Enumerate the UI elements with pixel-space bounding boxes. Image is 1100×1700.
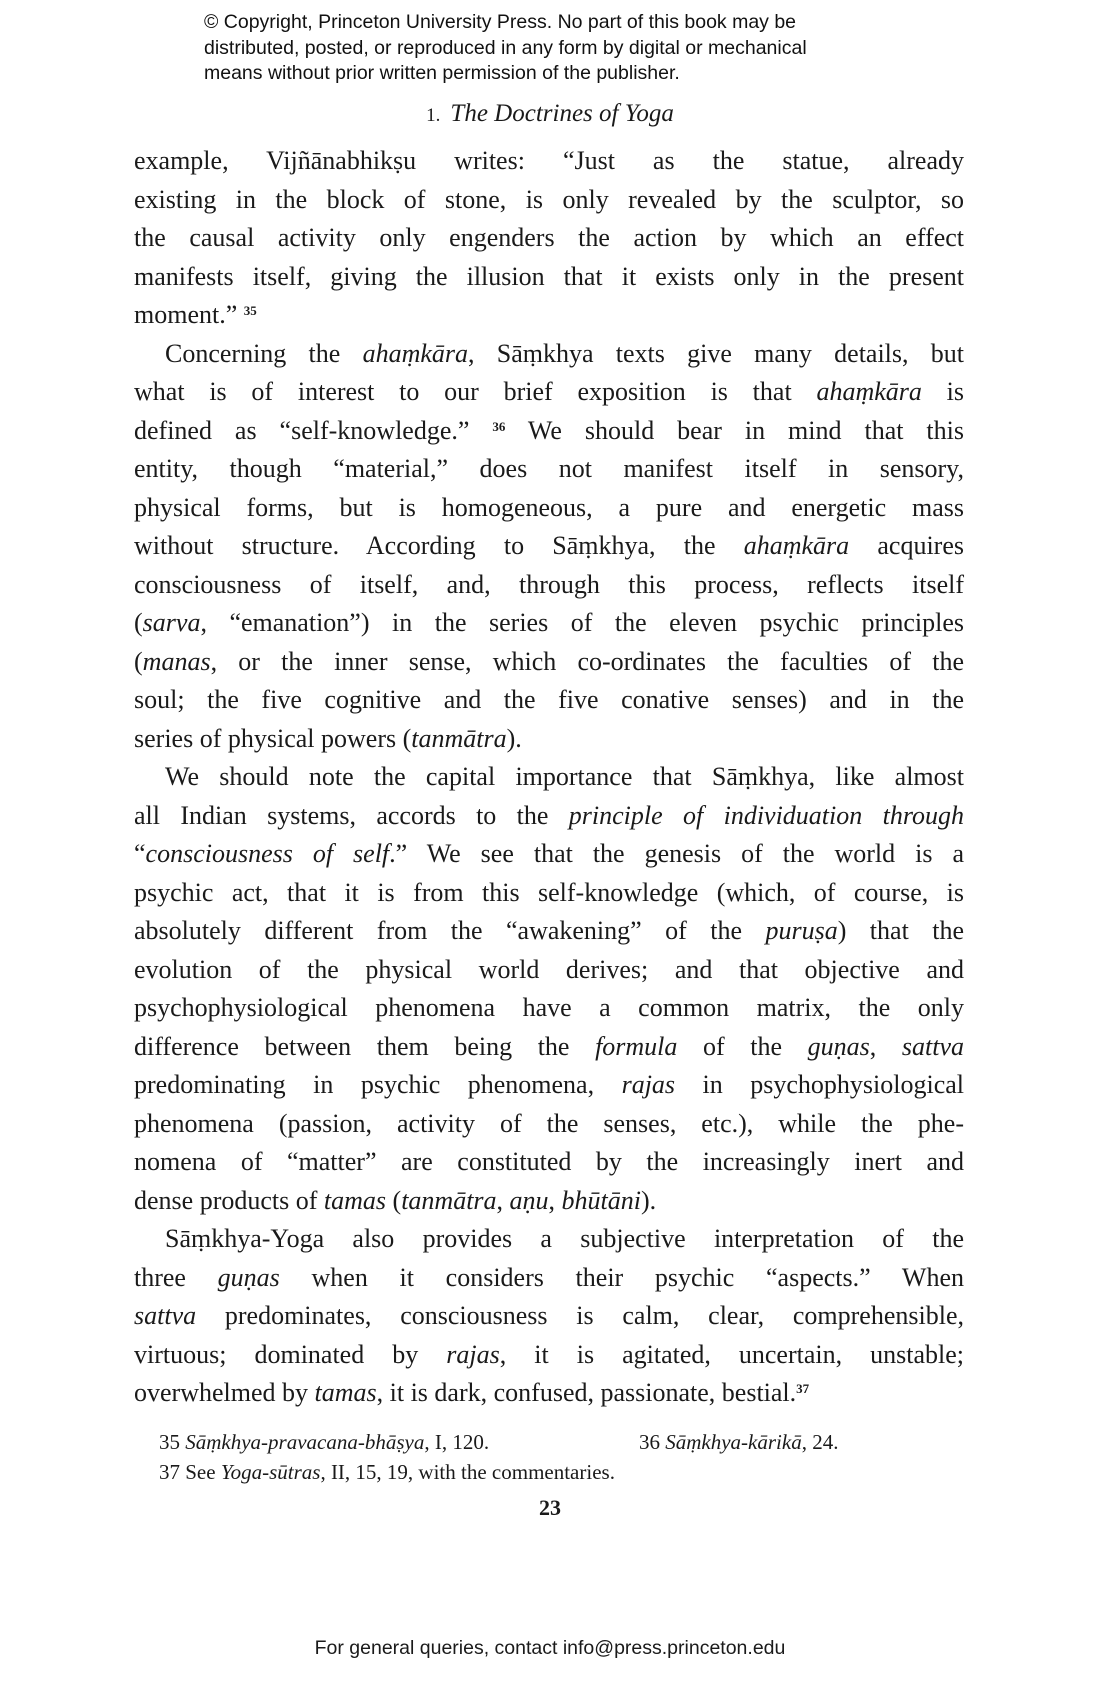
text-run: when it considers their psychic “aspects.” When [279,1262,964,1292]
text-run: the causal activity only engenders the action by which an effect [134,223,964,252]
text-run: example, Vijñānabhikṣu writes: “Just as the statue, already [134,146,964,175]
text-line [134,223,964,253]
text-line [134,1301,964,1331]
italic-term: tamas [323,1185,387,1215]
text-run: of the [677,1031,808,1061]
text-run: soul; the five cognitive and the five conative senses) and in the [134,685,964,714]
text-run: difference between them being the [134,1031,596,1061]
text-line [134,146,964,176]
footnote-title: Yoga-sūtras [220,1460,321,1484]
text-line [134,262,964,292]
text-run: nomena of “matter” are constituted by the increasingly inert and [134,1147,964,1176]
text-run: three [134,1262,218,1292]
footnote-text: , 24. [801,1430,839,1454]
text-run: phenomena (passion, activity of the senses, etc.), while the phe- [134,1108,964,1138]
text-run: , it is dark, confused, passionate, bestial. [376,1378,797,1407]
text-run: , or the inner sense, which co-ordinates the faculties of the [210,646,964,676]
text-run: existing in the block of stone, is only revealed by the sculptor, so [134,184,964,214]
text-line [134,1070,964,1100]
text-line [134,647,964,677]
text-line [134,878,964,908]
italic-term: sattva [134,1301,197,1330]
text-run: physical forms, but is homogeneous, a pure and energetic mass [134,492,964,522]
footnote-text: See [180,1460,221,1484]
text-line [134,1340,964,1370]
text-run: , Sāṃkhya texts give many details, but [468,338,964,368]
text-line [134,493,964,523]
text-line [134,955,964,985]
text-run: , [548,1185,562,1215]
text-line [134,685,964,715]
text-run: is [921,377,965,406]
text-run: series of physical powers ( [134,723,412,753]
text-run: , it is agitated, uncertain, unstable; [499,1339,964,1369]
text-line [134,762,964,792]
italic-term: aṇu [509,1185,549,1215]
text-run: ). [506,723,522,753]
text-line [134,916,964,946]
text-run: in psychophysiological [675,1070,964,1099]
copyright-notice [204,10,807,87]
text-line [134,416,964,446]
text-line [134,608,964,638]
footnote-ref[interactable]: 35 [243,303,257,318]
text-line [134,531,964,561]
copyright-line: distributed, posted, or reproduced in any form by digital or mechanical [204,36,807,59]
text-run: ( [134,608,143,637]
chapter-title: The Doctrines of Yoga [450,100,674,127]
text-run: virtuous; dominated by [134,1339,447,1369]
text-line [134,1378,964,1408]
copyright-line: © Copyright, Princeton University Press. No part of this book may be [204,11,797,33]
text-line [134,1263,964,1293]
footnote-title: Sāṃkhya-kārikā [665,1430,802,1454]
footnote-number: 37 [159,1460,180,1484]
text-run: overwhelmed by [134,1378,315,1407]
text-run: We should bear in mind that this [505,415,964,445]
footer-contact: For general queries, contact info@press.princeton.edu [314,1637,786,1659]
footnote-number: 35 [159,1430,180,1454]
text-line [134,570,964,600]
italic-term: guṇas [807,1031,870,1061]
italic-term: bhūtāni [561,1185,641,1215]
italic-term: principle of individuation through [568,800,964,830]
text-run: consciousness of itself, and, through this process, reflects itself [134,569,964,599]
text-line [134,185,964,215]
italic-term: ahaṃkāra [362,338,469,368]
footnote-ref[interactable]: 36 [492,418,506,434]
footnote-text: , II, 15, 19, with the commentaries. [320,1460,615,1484]
running-head [0,100,1100,128]
italic-term: tamas [314,1378,377,1407]
italic-term: rajas [621,1070,676,1099]
text-run: all Indian systems, accords to the [134,800,569,830]
text-run: “ [134,839,146,868]
italic-term: sarva [142,608,201,637]
text-run: Sāṃkhya-Yoga also provides a subjective interpretation of the [165,1224,964,1253]
text-line [134,454,964,484]
text-run: , [496,1185,510,1215]
text-line [134,1186,964,1216]
text-run: dense products of [134,1185,324,1215]
text-run: what is of interest to our brief exposition is that [134,377,817,406]
chapter-number: 1. [426,105,441,126]
page-number: 23 [539,1495,561,1520]
text-run: predominating in psychic phenomena, [134,1070,622,1099]
text-run: psychic act, that it is from this self-knowledge (which, of course, is [134,877,964,907]
text-run: moment.” [134,300,244,329]
italic-term: consciousness of self [145,839,390,868]
italic-term: ahaṃkāra [816,377,922,406]
text-run: without structure. According to Sāṃkhya, the [134,531,744,560]
footnote-text: , I, 120. [424,1430,490,1454]
footnote-37 [159,1460,615,1485]
text-line [134,377,964,407]
text-run: , “emanation”) in the series of the eleven psychic principles [200,608,964,637]
text-line [134,839,964,869]
text-run: ) that the [837,916,965,945]
text-run: acquires [849,531,965,560]
footnote-36 [639,1430,838,1455]
italic-term: formula [595,1031,678,1061]
italic-term: tanmātra [411,723,507,753]
text-line [134,300,964,330]
text-line [134,1109,964,1139]
italic-term: tanmātra [401,1185,497,1215]
text-run: ( [134,646,143,676]
text-line [134,1032,964,1062]
text-line [134,1147,964,1177]
text-run: ( [386,1185,402,1215]
copyright-line: means without prior written permission of the publisher. [204,62,680,84]
text-run: predominates, consciousness is calm, clear, comprehensible, [196,1301,964,1330]
footnote-35 [159,1430,489,1455]
text-run: We should note the capital importance that Sāṃkhya, like almost [165,762,964,791]
footnote-title: Sāṃkhya-pravacana-bhāṣya [185,1430,425,1454]
text-run: Concerning the [165,338,363,368]
italic-term: rajas [446,1339,500,1369]
italic-term: ahaṃkāra [743,531,850,560]
text-line [134,724,964,754]
text-line [134,1224,964,1254]
text-run: entity, though “material,” does not manifest itself in sensory, [134,454,964,483]
text-run: absolutely different from the “awakening” of the [134,916,766,945]
text-run: psychophysiological phenomena have a common matrix, the only [134,993,964,1022]
italic-term: manas [142,646,211,676]
text-run: manifests itself, giving the illusion that it exists only in the present [134,261,964,291]
text-run: .” We see that the genesis of the world is a [389,839,964,868]
text-line [134,801,964,831]
text-run: defined as “self-knowledge.” [134,415,493,445]
text-line [134,993,964,1023]
footnote-ref[interactable]: 37 [796,1381,810,1396]
italic-term: guṇas [217,1262,280,1292]
footnote-number: 36 [639,1430,660,1454]
text-run: , [869,1031,902,1061]
text-line [134,339,964,369]
text-run: ). [641,1185,657,1215]
italic-term: sattva [901,1031,964,1061]
italic-term: puruṣa [765,916,838,945]
text-run: evolution of the physical world derives; and that objective and [134,954,964,984]
